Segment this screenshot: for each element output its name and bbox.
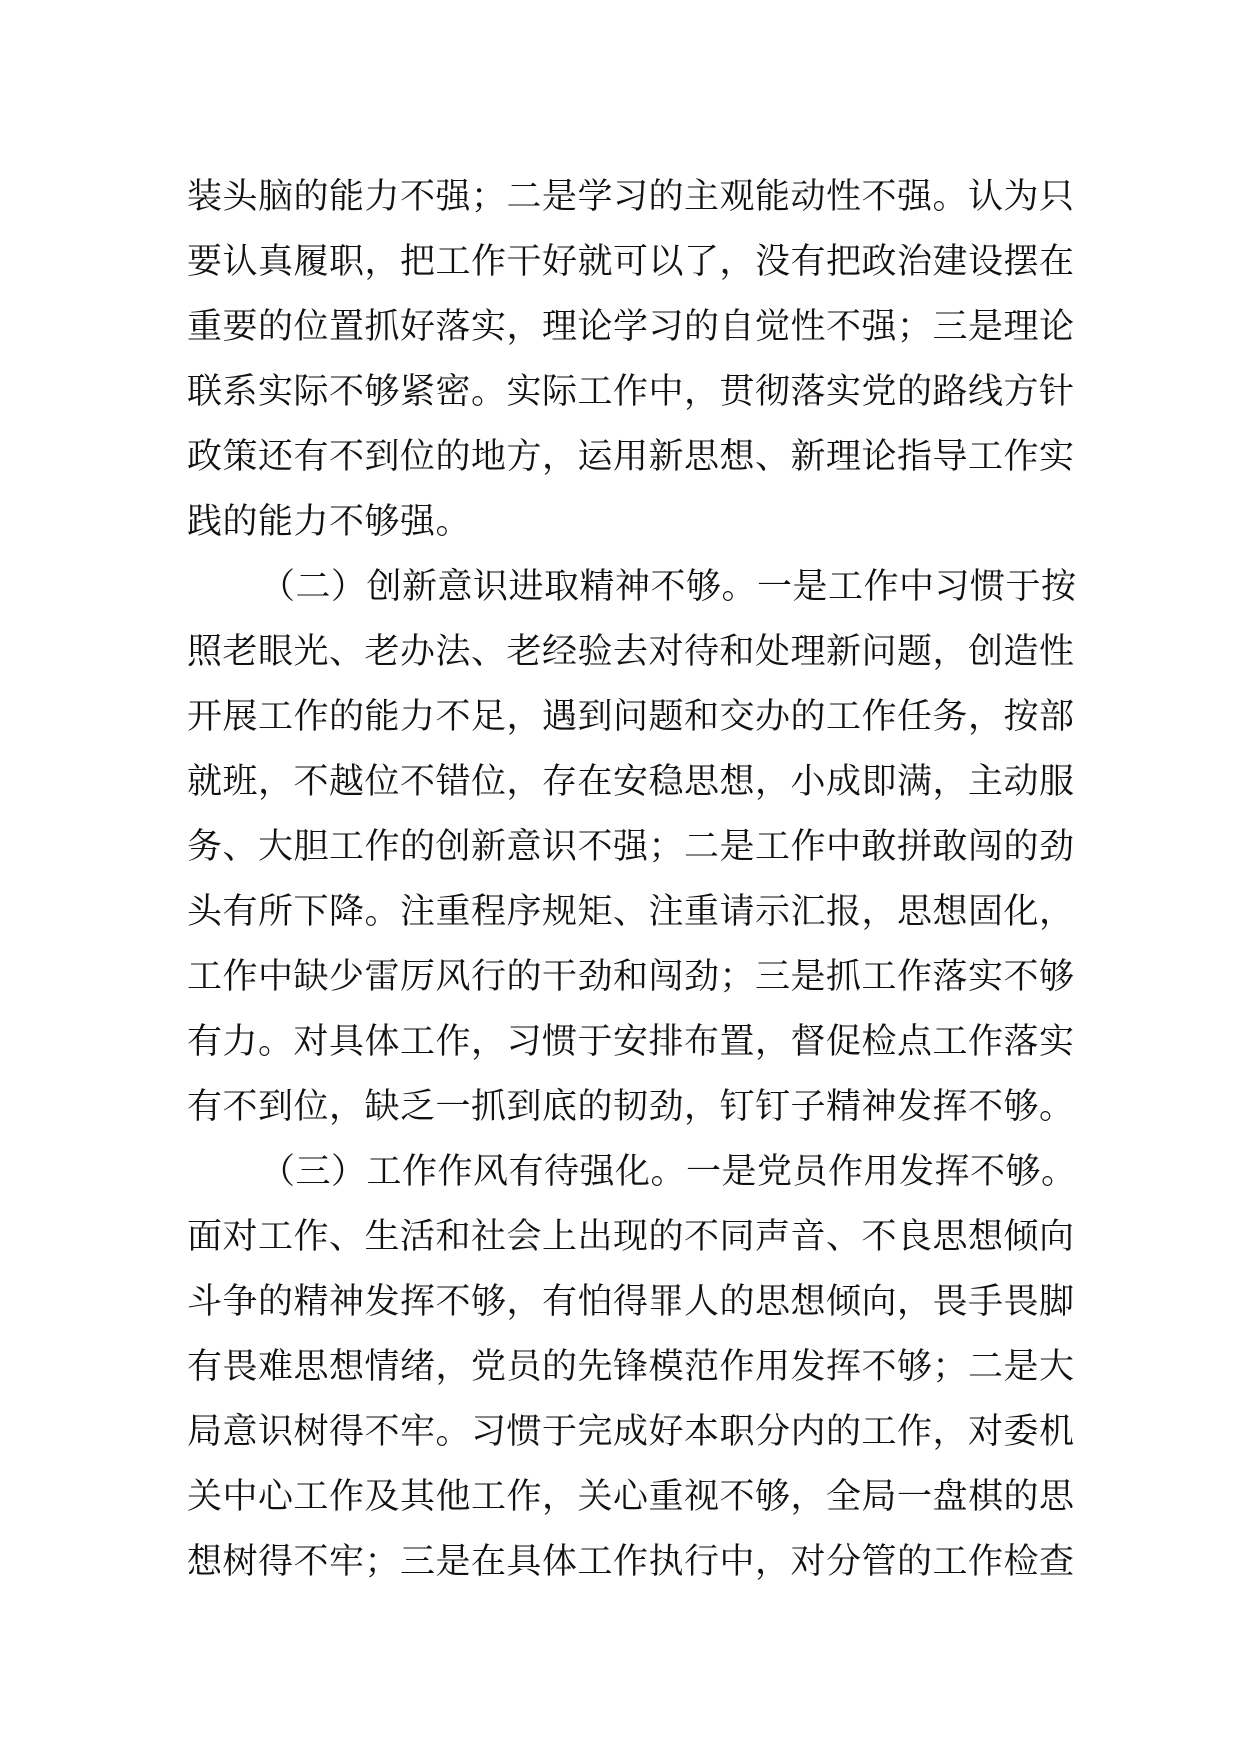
document-body [187,165,1077,1595]
text-line: 有力。对具体工作，习惯于安排布置，督促检点工作落实 [187,1022,1075,1062]
text-line: 装头脑的能力不强；二是学习的主观能动性不强。认为只 [187,177,1075,217]
text-line: 开展工作的能力不足，遇到问题和交办的工作任务，按部 [187,697,1075,737]
text-line: 重要的位置抓好落实，理论学习的自觉性不强；三是理论 [187,307,1075,347]
text-line: 有畏难思想情绪，党员的先锋模范作用发挥不够；二是大 [187,1347,1075,1387]
text-line: 要认真履职，把工作干好就可以了，没有把政治建设摆在 [187,242,1075,282]
text-line: 想树得不牢；三是在具体工作执行中，对分管的工作检查 [187,1542,1075,1582]
section-heading-line: （三）工作作风有待强化。一是党员作用发挥不够。 [260,1152,1077,1192]
text-line: 工作中缺少雷厉风行的干劲和闯劲；三是抓工作落实不够 [187,957,1075,997]
text-line: 联系实际不够紧密。实际工作中，贯彻落实党的路线方针 [187,372,1075,412]
text-line: 局意识树得不牢。习惯于完成好本职分内的工作，对委机 [187,1412,1075,1452]
text-line: 务、大胆工作的创新意识不强；二是工作中敢拼敢闯的劲 [187,827,1075,867]
text-line: 关中心工作及其他工作，关心重视不够，全局一盘棋的思 [187,1477,1075,1517]
text-line: 就班，不越位不错位，存在安稳思想，小成即满，主动服 [187,762,1075,802]
text-line: 有不到位，缺乏一抓到底的韧劲，钉钉子精神发挥不够。 [187,1087,1075,1127]
text-line: 斗争的精神发挥不够，有怕得罪人的思想倾向，畏手畏脚 [187,1282,1075,1322]
text-line: 面对工作、生活和社会上出现的不同声音、不良思想倾向 [187,1217,1075,1257]
text-line: 头有所下降。注重程序规矩、注重请示汇报，思想固化， [187,892,1075,932]
text-line: 践的能力不够强。 [187,502,472,542]
section-heading-line: （二）创新意识进取精神不够。一是工作中习惯于按 [260,567,1077,607]
text-line: 政策还有不到位的地方，运用新思想、新理论指导工作实 [187,437,1075,477]
text-line: 照老眼光、老办法、老经验去对待和处理新问题，创造性 [187,632,1075,672]
